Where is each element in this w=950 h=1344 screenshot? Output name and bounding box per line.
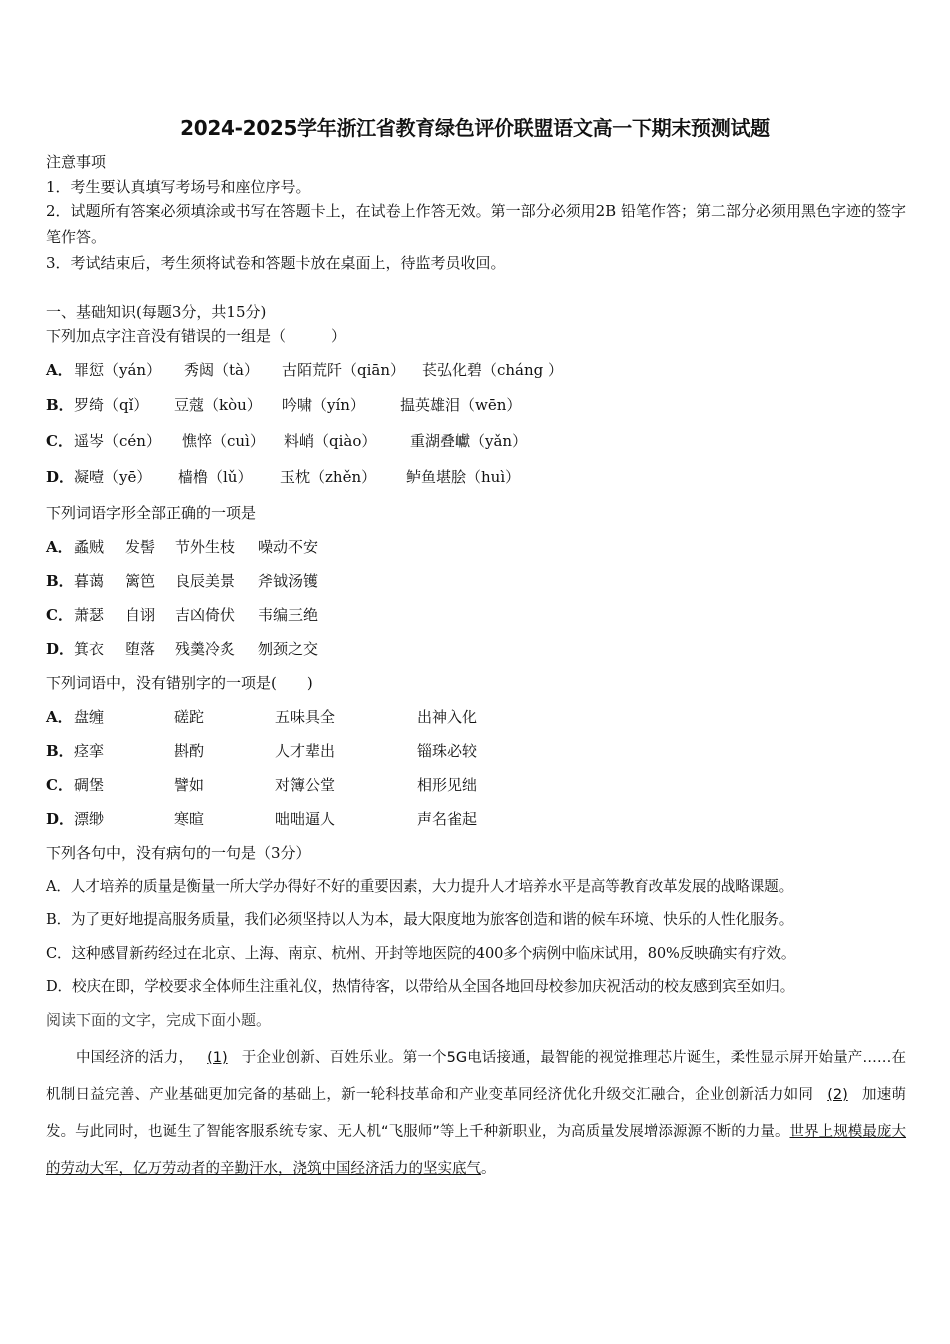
option-word: 罪愆（yán） bbox=[74, 361, 162, 379]
option-label: A． bbox=[46, 361, 73, 379]
option-word: 揾英雄泪（wēn） bbox=[400, 396, 522, 414]
blank-2: (2) bbox=[827, 1087, 848, 1103]
option-label: D． bbox=[46, 640, 75, 658]
option-word: 声名雀起 bbox=[417, 810, 478, 828]
option-word: 寒暄 bbox=[174, 810, 205, 828]
notice-heading: 注意事项 bbox=[46, 153, 107, 171]
option-word: 出神入化 bbox=[417, 708, 478, 726]
option-word: 节外生枝 bbox=[175, 538, 236, 556]
option-word: 漂缈 bbox=[74, 810, 105, 828]
option-word: 豆蔻（kòu） bbox=[174, 396, 262, 414]
option-label: C． bbox=[46, 606, 73, 624]
option-word: 咄咄逼人 bbox=[275, 810, 336, 828]
option-label: C． bbox=[46, 776, 73, 794]
option-word: 秀闼（tà） bbox=[184, 361, 259, 379]
passage-text: 。 bbox=[481, 1161, 496, 1177]
option-label: B． bbox=[46, 396, 74, 414]
option-word: 盘缠 bbox=[74, 708, 105, 726]
option-word: 人才辈出 bbox=[275, 742, 336, 760]
option-word: 韦编三绝 bbox=[258, 606, 319, 624]
option-word: 古陌荒阡（qiān） bbox=[282, 361, 406, 379]
option-word: 遥岑（cén） bbox=[74, 432, 161, 450]
passage-text: 中国经济的活力， bbox=[76, 1050, 194, 1066]
q4-option-b: B．为了更好地提高服务质量，我们必须坚持以人为本，最大限度地为旅客创造和谐的候车环境、快乐的人性化服务。 bbox=[46, 911, 794, 928]
notice-item-1: 1．考生要认真填写考场号和座位序号。 bbox=[46, 178, 311, 196]
notice-item-2: 2．试题所有答案必须填涂或书写在答题卡上，在试卷上作答无效。第一部分必须用2B 铅笔作答；第二部分必须用黑色字迹的签字笔作答。 bbox=[46, 202, 906, 246]
option-word: 篱笆 bbox=[125, 572, 156, 590]
option-word: 噪动不安 bbox=[258, 538, 319, 556]
q4-option-d: D．校庆在即，学校要求全体师生注重礼仪，热情待客，以带给从全国各地回母校参加庆祝活动的校友感到宾至如归。 bbox=[46, 978, 795, 995]
option-word: 箕衣 bbox=[74, 640, 105, 658]
option-word: 樯橹（lǔ） bbox=[178, 468, 253, 486]
option-word: 斟酌 bbox=[174, 742, 205, 760]
option-word: 磋跎 bbox=[174, 708, 205, 726]
option-word: 鲈鱼堪脍（huì） bbox=[406, 468, 521, 486]
option-word: 碉堡 bbox=[74, 776, 105, 794]
option-label: B． bbox=[46, 742, 74, 760]
option-word: 锱珠必较 bbox=[417, 742, 478, 760]
reading-intro: 阅读下面的文字，完成下面小题。 bbox=[46, 1011, 272, 1029]
option-word: 苌弘化碧（cháng ） bbox=[422, 361, 564, 379]
option-word: 凝噎（yē） bbox=[74, 468, 152, 486]
option-word: 玉枕（zhěn） bbox=[280, 468, 377, 486]
option-word: 良辰美景 bbox=[175, 572, 236, 590]
option-word: 暮蔼 bbox=[74, 572, 105, 590]
option-word: 吟啸（yín） bbox=[282, 396, 365, 414]
q4-option-c: C．这种感冒新药经过在北京、上海、南京、杭州、开封等地医院的400多个病例中临床试用，80%反映确实有疗效。 bbox=[46, 945, 796, 962]
option-label: B． bbox=[46, 572, 74, 590]
q1-stem: 下列加点字注音没有错误的一组是（ ） bbox=[46, 327, 347, 345]
passage-text: 加速萌发。与此同时，也诞生了智能客服系统专家、无人机“飞服师”等上千种新职业，为高质量发展增添源源不断的力量。 bbox=[46, 1087, 906, 1140]
blank-1: (1) bbox=[207, 1050, 228, 1066]
option-word: 重湖叠巘（yǎn） bbox=[410, 432, 528, 450]
option-word: 堕落 bbox=[125, 640, 156, 658]
notice-item-3: 3．考试结束后，考生须将试卷和答题卡放在桌面上，待监考员收回。 bbox=[46, 254, 506, 272]
q4-option-a: A．人才培养的质量是衡量一所大学办得好不好的重要因素，大力提升人才培养水平是高等教育改革发展的战略课题。 bbox=[46, 878, 794, 895]
q4-stem: 下列各句中，没有病句的一句是（3分） bbox=[46, 844, 311, 862]
option-word: 相形见绌 bbox=[417, 776, 478, 794]
page-title: 2024-2025学年浙江省教育绿色评价联盟语文高一下期末预测试题 bbox=[180, 116, 770, 140]
option-word: 譬如 bbox=[174, 776, 205, 794]
option-word: 自诩 bbox=[125, 606, 156, 624]
q2-stem: 下列词语字形全部正确的一项是 bbox=[46, 504, 257, 522]
option-word: 憔悴（cuì） bbox=[182, 432, 265, 450]
option-word: 吉凶倚伏 bbox=[175, 606, 236, 624]
option-word: 萧瑟 bbox=[74, 606, 105, 624]
option-word: 对簿公堂 bbox=[275, 776, 336, 794]
option-word: 斧钺汤镬 bbox=[258, 572, 319, 590]
option-word: 蟊贼 bbox=[74, 538, 105, 556]
option-label: A． bbox=[46, 538, 73, 556]
option-label: D． bbox=[46, 810, 75, 828]
option-word: 五味具全 bbox=[275, 708, 336, 726]
option-word: 痉挛 bbox=[74, 742, 105, 760]
option-word: 料峭（qiào） bbox=[284, 432, 377, 450]
option-word: 刎颈之交 bbox=[258, 640, 319, 658]
section-heading: 一、基础知识(每题3分，共15分) bbox=[46, 303, 267, 321]
option-label: A． bbox=[46, 708, 73, 726]
option-label: D． bbox=[46, 468, 75, 486]
underlined-sentence: 世界上规模最庞大的劳动大军，亿万劳动者的辛勤汗水，浇筑中国经济活力的坚实底气 bbox=[46, 1124, 907, 1177]
option-word: 发髻 bbox=[125, 538, 156, 556]
q3-stem: 下列词语中，没有错别字的一项是( ) bbox=[46, 674, 313, 692]
reading-passage bbox=[46, 1040, 906, 1188]
passage-text: 于企业创新、百姓乐业。第一个5G电话接通，最智能的视觉推理芯片诞生，柔性显示屏开始量产……在机制日益完善、产业基础更加完备的基础上，新一轮科技革命和产业变革同经济优化升级交汇融合，企业创新活力如同 bbox=[46, 1050, 906, 1103]
option-word: 残羹冷炙 bbox=[175, 640, 236, 658]
option-word: 罗绮（qǐ） bbox=[74, 396, 149, 414]
option-label: C． bbox=[46, 432, 73, 450]
